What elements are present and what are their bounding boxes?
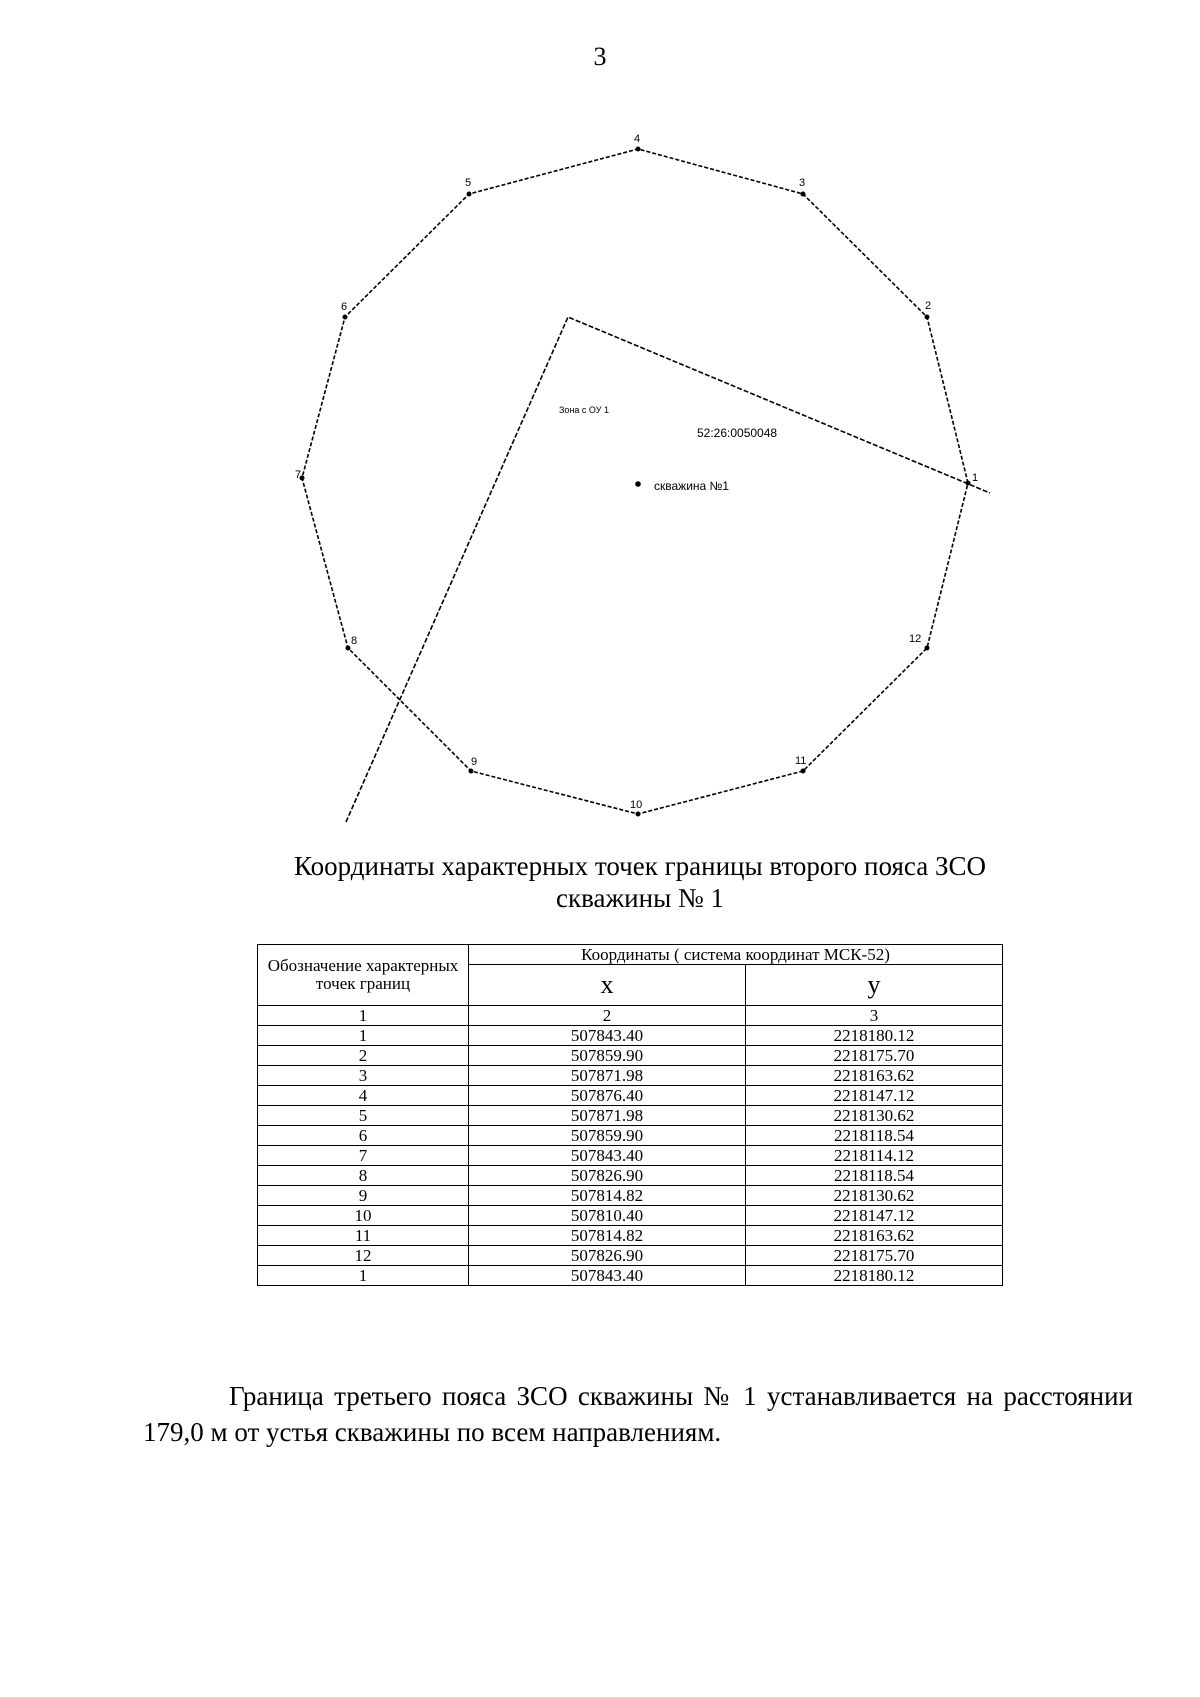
well-marker [635,481,641,487]
table-row [258,1186,1003,1206]
cell-x: 507871.98 [469,1106,746,1126]
vertex-markers [300,147,971,817]
column-number: 3 [746,1006,1003,1026]
table-row [258,1046,1003,1066]
table-row [258,1246,1003,1266]
vertex-label-12: 12 [909,633,922,645]
cell-point: 6 [258,1126,469,1146]
column-number-row [258,1006,1003,1026]
cell-x: 507859.90 [469,1046,746,1066]
cell-x: 507826.90 [469,1246,746,1266]
table-row [258,1206,1003,1226]
cell-x: 507826.90 [469,1166,746,1186]
cell-point: 8 [258,1166,469,1186]
cell-y: 2218118.54 [746,1126,1003,1146]
cell-y: 2218114.12 [746,1146,1003,1166]
table-row [258,1066,1003,1086]
parcel-boundary-line [346,317,990,822]
boundary-scheme [0,0,1200,840]
table-row [258,1086,1003,1106]
cell-point: 3 [258,1066,469,1086]
cell-y: 2218163.62 [746,1066,1003,1086]
cell-point: 11 [258,1226,469,1246]
point-designation-header: Обозначение характерных точек границ [258,945,469,1006]
table-header-row [258,945,1003,965]
cell-x: 507859.90 [469,1126,746,1146]
cell-point: 1 [258,1266,469,1286]
cell-x: 507843.40 [469,1146,746,1166]
zone-boundary-polygon [302,149,968,814]
vertex-label-10: 10 [630,799,643,811]
vertex-label-8: 8 [351,635,358,647]
table-row [258,1166,1003,1186]
table-row [258,1106,1003,1126]
cell-y: 2218130.62 [746,1106,1003,1126]
cell-point: 10 [258,1206,469,1226]
cell-y: 2218147.12 [746,1206,1003,1226]
cell-point: 7 [258,1146,469,1166]
vertex-label-6: 6 [341,301,348,313]
cell-y: 2218180.12 [746,1266,1003,1286]
table-row [258,1126,1003,1146]
paragraph-text: Граница третьего пояса ЗСО скважины № 1 устанавливается на расстоянии 179,0 м от устья скважины по всем направлениям. [143,1381,1133,1447]
cell-y: 2218180.12 [746,1026,1003,1046]
cell-y: 2218130.62 [746,1186,1003,1206]
column-number: 2 [469,1006,746,1026]
cell-point: 9 [258,1186,469,1206]
cell-x: 507876.40 [469,1086,746,1106]
column-number: 1 [258,1006,469,1026]
cell-point: 1 [258,1026,469,1046]
vertex-label-9: 9 [471,756,478,768]
table-row [258,1266,1003,1286]
cell-point: 4 [258,1086,469,1106]
cell-y: 2218163.62 [746,1226,1003,1246]
cell-y: 2218175.70 [746,1046,1003,1066]
x-header: x [469,965,746,1006]
table-row [258,1026,1003,1046]
cell-y: 2218118.54 [746,1166,1003,1186]
cell-y: 2218147.12 [746,1086,1003,1106]
cell-x: 507814.82 [469,1186,746,1206]
cell-x: 507843.40 [469,1266,746,1286]
cell-point: 2 [258,1046,469,1066]
vertex-label-1: 1 [972,472,979,484]
table-caption [200,850,1080,914]
vertex-label-3: 3 [799,177,806,189]
cell-x: 507810.40 [469,1206,746,1226]
parcel-cadastral-label: 52:26:0050048 [697,426,778,440]
coordinates-header: Координаты ( система координат МСК-52) [469,945,1003,965]
cell-x: 507843.40 [469,1026,746,1046]
vertex-label-11: 11 [795,755,807,767]
vertex-label-5: 5 [465,177,472,189]
table-body [258,1026,1003,1286]
coordinates-table [257,944,1003,1286]
cell-point: 5 [258,1106,469,1126]
zone-label: Зона с ОУ 1 [559,405,609,415]
caption-line-2: скважины № 1 [556,883,724,913]
table-row [258,1146,1003,1166]
table-row [258,1226,1003,1246]
vertex-label-4: 4 [634,133,641,145]
vertex-label-2: 2 [925,300,932,312]
cell-point: 12 [258,1246,469,1266]
cell-y: 2218175.70 [746,1246,1003,1266]
caption-line-1: Координаты характерных точек границы второго пояса ЗСО [294,851,986,881]
cell-x: 507871.98 [469,1066,746,1086]
y-header: y [746,965,1003,1006]
cell-x: 507814.82 [469,1226,746,1246]
page-number: 3 [593,42,607,71]
well-label: скважина №1 [654,479,730,493]
third-zone-paragraph [143,1378,1133,1450]
vertex-label-7: 7 [295,469,302,481]
